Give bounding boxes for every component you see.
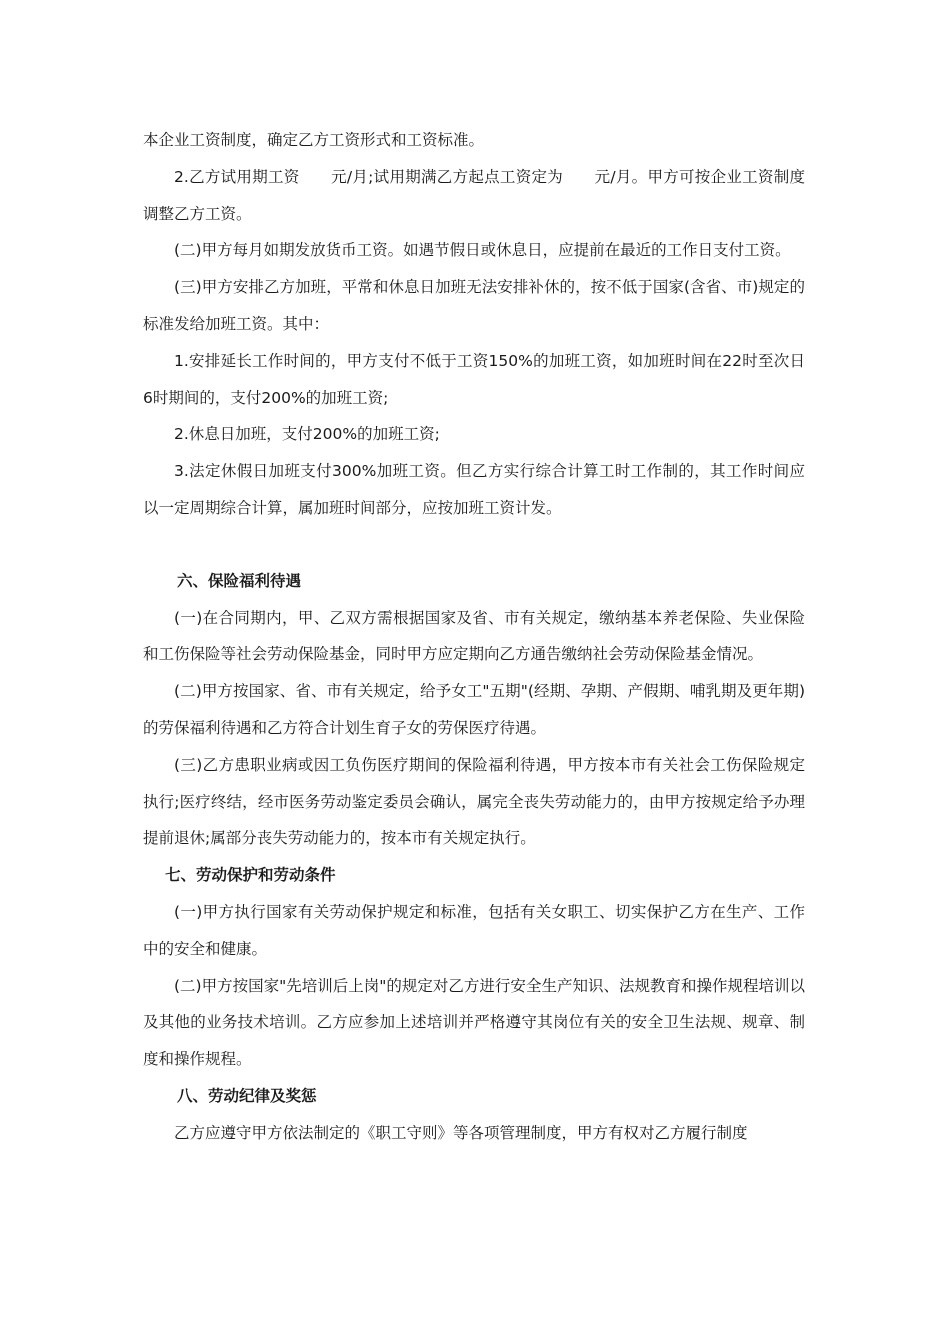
paragraph-probation-wage: 2.乙方试用期工资 元/月;试用期满乙方起点工资定为 元/月。甲方可按企业工资制度调整乙方工资。 xyxy=(143,167,805,223)
paragraph-labor-protection-2: (二)甲方按国家"先培训后上岗"的规定对乙方进行安全生产知识、法规教育和操作规程培训以及其他的业务技术培训。乙方应参加上述培训并严格遵守其岗位有关的安全卫生法规、规章、制度和操作规程。 xyxy=(143,976,805,1069)
paragraph-overtime-item-3: 3.法定休假日加班支付300%加班工资。但乙方实行综合计算工时工作制的，其工作时间应以一定周期综合计算，属加班时间部分，应按加班工资计发。 xyxy=(143,462,805,517)
paragraph-overtime-item-2: 2.休息日加班，支付200%的加班工资; xyxy=(174,425,440,444)
heading-labor-discipline: 八、劳动纪律及奖惩 xyxy=(177,1086,317,1105)
paragraph-labor-protection-1: (一)甲方执行国家有关劳动保护规定和标准，包括有关女职工、切实保护乙方在生产、工作中的安全和健康。 xyxy=(143,902,805,958)
paragraph-overtime: (三)甲方安排乙方加班，平常和休息日加班无法安排补休的，按不低于国家(含省、市)规定的标准发给加班工资。其中： xyxy=(143,278,805,333)
paragraph-insurance-1: (一)在合同期内，甲、乙双方需根据国家及省、市有关规定，缴纳基本养老保险、失业保险和工伤保险等社会劳动保险基金，同时甲方应定期向乙方通告缴纳社会劳动保险基金情况。 xyxy=(143,608,805,664)
page-body xyxy=(143,122,805,1152)
paragraph-discipline-1: 乙方应遵守甲方依法制定的《职工守则》等各项管理制度，甲方有权对乙方履行制度 xyxy=(174,1123,748,1142)
paragraph-wage-continued: 本企业工资制度，确定乙方工资形式和工资标准。 xyxy=(143,131,485,149)
paragraph-monthly-pay: (二)甲方每月如期发放货币工资。如遇节假日或休息日，应提前在最近的工作日支付工资。 xyxy=(174,241,791,260)
paragraph-insurance-3: (三)乙方患职业病或因工负伤医疗期间的保险福利待遇，甲方按本市有关社会工伤保险规定执行;医疗终结，经市医务劳动鉴定委员会确认，属完全丧失劳动能力的，由甲方按规定给予办理提前退休;属部分丧失劳动能力的，按本市有关规定执行。 xyxy=(143,755,805,848)
paragraph-overtime-item-1: 1.安排延长工作时间的，甲方支付不低于工资150%的加班工资，如加班时间在22时至次日6时期间的，支付200%的加班工资; xyxy=(143,351,805,407)
heading-labor-protection: 七、劳动保护和劳动条件 xyxy=(165,866,336,885)
paragraph-insurance-2: (二)甲方按国家、省、市有关规定，给予女工"五期"(经期、孕期、产假期、哺乳期及更年期)的劳保福利待遇和乙方符合计划生育子女的劳保医疗待遇。 xyxy=(143,682,805,737)
heading-insurance-welfare: 六、保险福利待遇 xyxy=(177,571,302,590)
